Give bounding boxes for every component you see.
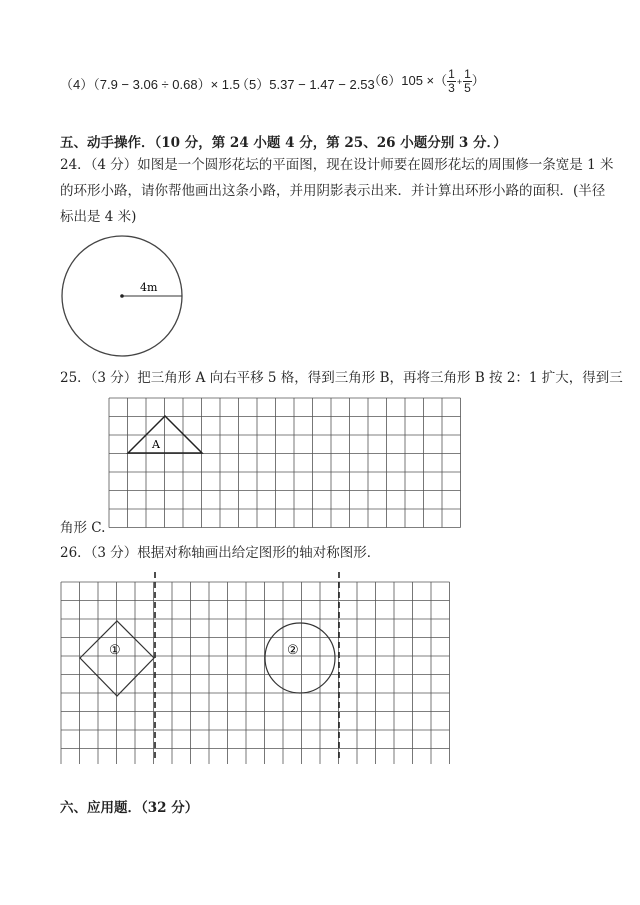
- diamond-shape-1: [80, 621, 154, 696]
- calc-q6-prefix: （6）105 ×（: [368, 72, 448, 88]
- fraction-denominator: 5: [464, 81, 471, 95]
- fraction-denominator: 3: [448, 81, 455, 95]
- grid-q25: [108, 397, 464, 531]
- calc-q6: [368, 68, 485, 95]
- center-dot: [120, 294, 124, 298]
- triangle-a-label: A: [152, 438, 160, 451]
- shape1-label: ①: [109, 643, 121, 658]
- grid-q26: [60, 570, 452, 764]
- fraction-numerator: 1: [448, 67, 455, 81]
- calc-q6-suffix: ）: [471, 72, 485, 88]
- fraction-one-third: [447, 68, 456, 95]
- calc-q5: （5）5.37 − 1.47 − 2.53: [236, 77, 375, 92]
- circle-shape-2: [265, 623, 335, 693]
- shape2-label: ②: [287, 643, 299, 658]
- grid-lines: [109, 398, 461, 528]
- grid-lines: [61, 582, 450, 764]
- plus-sign: +: [456, 76, 463, 87]
- q24-line3: 标出是 4 米): [60, 209, 137, 225]
- radius-label: 4m: [140, 281, 158, 294]
- q24-line2: 的环形小路，请你帮他画出这条小路，并用阴影表示出来．并计算出环形小路的面积．(半径: [60, 183, 606, 199]
- q26-text: 26．（3 分）根据对称轴画出给定图形的轴对称图形．: [60, 545, 381, 561]
- circle-figure: [58, 228, 188, 362]
- q24-line1: 24．（4 分）如图是一个圆形花坛的平面图，现在设计师要在圆形花坛的周围修一条宽是 1 米: [60, 157, 614, 173]
- section5-heading: 五、动手操作．（10 分，第 24 小题 4 分，第 25、26 小题分别 3 分．）: [60, 135, 507, 151]
- calc-q4: （4）（7.9 − 3.06 ÷ 0.68）× 1.5: [60, 77, 240, 92]
- section6-heading: 六、应用题．（32 分）: [60, 800, 199, 816]
- fraction-one-fifth: [463, 68, 472, 95]
- q25-text: 25．（3 分）把三角形 A 向右平移 5 格，得到三角形 B，再将三角形 B 按 2：1 扩大，得到三: [60, 370, 623, 386]
- triangle-a: [128, 416, 202, 453]
- fraction-numerator: 1: [464, 67, 471, 81]
- q25-text-tail: 角形 C.: [60, 520, 106, 536]
